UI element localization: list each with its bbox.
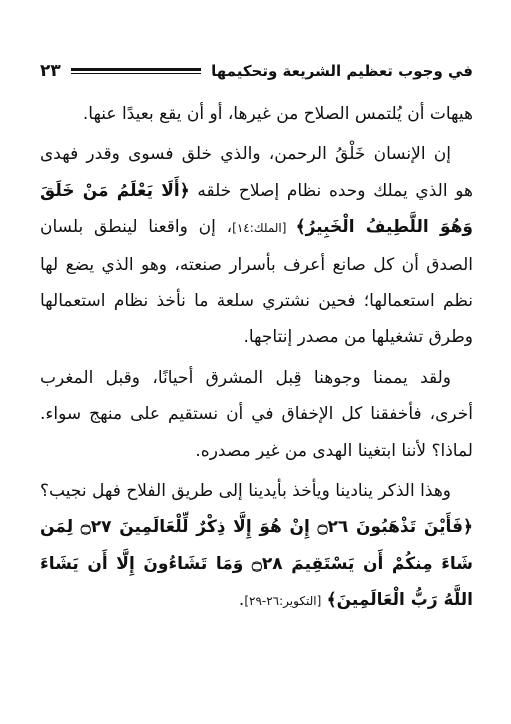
- quran-verse: ﴿أَلَا يَعْلَمُ مَنْ خَلَقَ وَهُوَ اللَّطِيفُ الْخَبِيرُ﴾: [40, 180, 474, 238]
- paragraph-4: [40, 473, 473, 620]
- paragraph-text: .: [238, 590, 245, 611]
- header-rule: [71, 68, 201, 74]
- paragraph-text: ، إن واقعنا لينطق بلسان الصدق أن كل صانع أعرف بأسرار صنعته، وهو الذي يضع لها نظم استعمالها؛ فحين نشتري سلعة ما نأخذ نظام استعمالها وطرق تشغيلها من مصدر إنتاجها.: [40, 217, 473, 348]
- verse-reference: [التكوير:٢٦-٢٩]: [244, 594, 322, 609]
- page-body: [40, 96, 473, 624]
- page-number: ٢٣: [40, 61, 61, 81]
- paragraph-text: ولقد يممنا وجوهنا قِبل المشرق أحيانًا، وقبل المغرب أخرى، فأخفقنا كل الإخفاق في أن نستقيم على منهج سواء. لماذا؟ لأننا ابتغينا الهدى من غير مصدره.: [40, 367, 473, 461]
- verse-reference: [الملك:١٤]: [232, 221, 296, 236]
- paragraph-text: وهذا الذكر ينادينا ويأخذ بأيدينا إلى طريق الفلاح فهل نجيب؟: [40, 481, 451, 502]
- paragraph-1: [40, 96, 473, 132]
- paragraph-text: إن الإنسان خَلْقُ الرحمن، والذي خلق فسوى وقدر فهدى هو الذي يملك وحده نظام إصلاح خلقه: [40, 144, 473, 201]
- running-header: [40, 58, 473, 84]
- chapter-title: في وجوب تعظيم الشريعة وتحكيمها: [211, 62, 473, 80]
- paragraph-2: [40, 136, 473, 355]
- quran-verse: ﴿فَأَيْنَ تَذْهَبُونَ ۝٢٦ إِنْ هُوَ إِلَّا ذِكْرٌ لِّلْعَالَمِينَ ۝٢٧ لِمَن شَاءَ مِنكُمْ أَن يَسْتَقِيمَ ۝٢٨ وَمَا تَشَاءُونَ إِلَّا أَن يَشَاءَ اللَّهُ رَبُّ الْعَالَمِينَ﴾: [40, 517, 473, 611]
- paragraph-text: هيهات أن يُلتمس الصلاح من غيرها، أو أن يقع بعيدًا عنها.: [82, 104, 473, 124]
- paragraph-3: [40, 360, 473, 469]
